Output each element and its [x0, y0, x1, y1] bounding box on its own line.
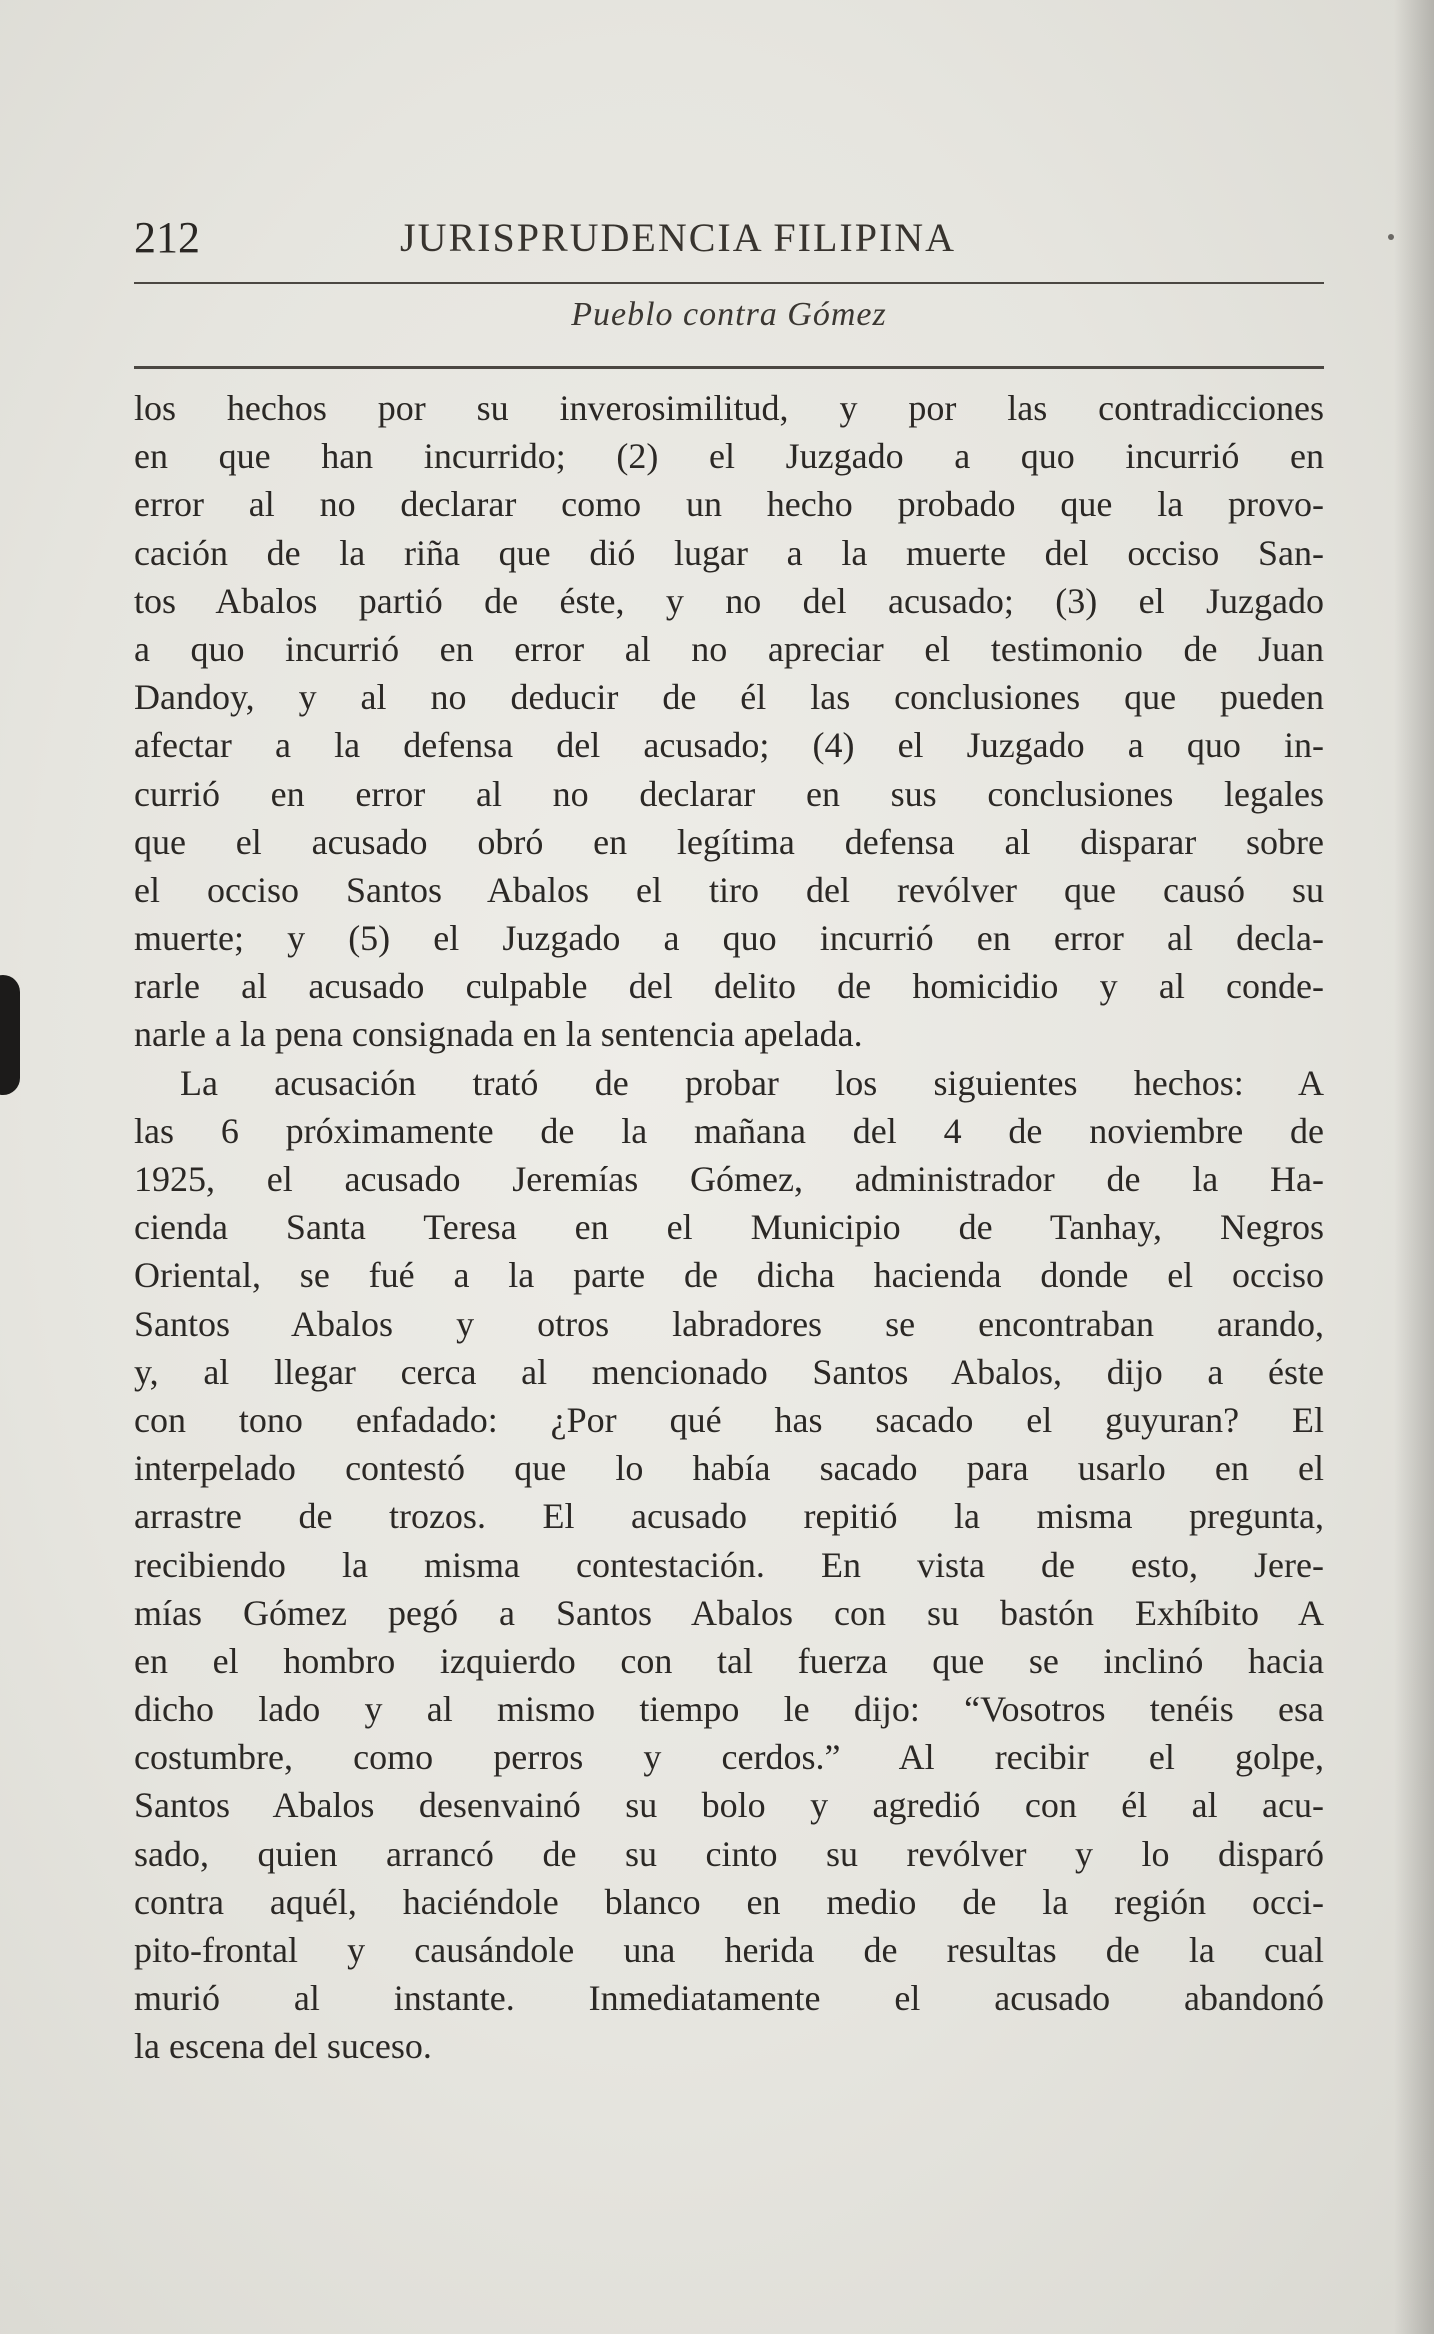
text-line: con tono enfadado: ¿Por qué has sacado el guyuran? El: [134, 1399, 1324, 1440]
text-line: cación de la riña que dió lugar a la muerte del occiso San-: [134, 532, 1324, 573]
text-line: los hechos por su inverosimilitud, y por las contradicciones: [134, 388, 1324, 428]
text-line: mías Gómez pegó a Santos Abalos con su bastón Exhíbito A: [134, 1592, 1324, 1633]
text-line: rarle al acusado culpable del delito de homicidio y al conde-: [134, 966, 1324, 1007]
text-line: 1925, el acusado Jeremías Gómez, administrador de la Ha-: [134, 1159, 1324, 1199]
text-line: interpelado contestó que lo había sacado para usarlo en el: [134, 1448, 1324, 1489]
body-text: [134, 384, 1324, 2071]
text-line: la escena del suceso.: [134, 2026, 432, 2067]
text-line: que el acusado obró en legítima defensa al disparar sobre: [134, 821, 1324, 862]
text-line: cienda Santa Teresa en el Municipio de Tanhay, Negros: [134, 1207, 1324, 1248]
text-line: Dandoy, y al no deducir de él las conclusiones que pueden: [134, 677, 1324, 718]
text-line: pito-frontal y causándole una herida de resultas de la cual: [134, 1930, 1324, 1970]
text-line: en el hombro izquierdo con tal fuerza que se inclinó hacia: [134, 1640, 1324, 1681]
text-line: Santos Abalos desenvainó su bolo y agredió con él al acu-: [134, 1785, 1324, 1826]
paragraph-start-line: La acusación trató de probar los siguientes hechos: A: [180, 1062, 1324, 1103]
text-line: en que han incurrido; (2) el Juzgado a quo incurrió en: [134, 436, 1324, 477]
text-line: dicho lado y al mismo tiempo le dijo: “Vosotros tenéis esa: [134, 1689, 1324, 1730]
page-number: 212: [134, 213, 200, 262]
text-line: tos Abalos partió de éste, y no del acusado; (3) el Juzgado: [134, 580, 1324, 621]
text-line: muerte; y (5) el Juzgado a quo incurrió en error al decla-: [134, 918, 1324, 959]
text-line: a quo incurrió en error al no apreciar el testimonio de Juan: [134, 628, 1324, 669]
page-header: [134, 212, 1324, 272]
text-line: afectar a la defensa del acusado; (4) el Juzgado a quo in-: [134, 725, 1324, 766]
page-edge-shadow: [1394, 0, 1434, 2334]
paper-speck: [1388, 234, 1394, 240]
text-line: sado, quien arrancó de su cinto su revólver y lo disparó: [134, 1833, 1324, 1874]
text-line: error al no declarar como un hecho probado que la provo-: [134, 484, 1324, 525]
text-line: costumbre, como perros y cerdos.” Al recibir el golpe,: [134, 1737, 1324, 1778]
case-title: Pueblo contra Gómez: [571, 296, 887, 333]
header-rule-top: [134, 282, 1324, 284]
text-line: recibiendo la misma contestación. En vista de esto, Jere-: [134, 1544, 1324, 1585]
running-title: JURISPRUDENCIA FILIPINA: [400, 215, 957, 260]
text-line: arrastre de trozos. El acusado repitió la misma pregunta,: [134, 1496, 1324, 1537]
text-line: contra aquél, haciéndole blanco en medio de la región occi-: [134, 1881, 1324, 1922]
text-line: Santos Abalos y otros labradores se encontraban arando,: [134, 1303, 1324, 1344]
text-line: Oriental, se fué a la parte de dicha hacienda donde el occiso: [134, 1255, 1324, 1296]
text-line: currió en error al no declarar en sus conclusiones legales: [134, 773, 1324, 814]
text-line: el occiso Santos Abalos el tiro del revólver que causó su: [134, 869, 1324, 910]
text-line: narle a la pena consignada en la sentencia apelada.: [134, 1014, 863, 1055]
binding-hole: [0, 975, 20, 1095]
text-line: y, al llegar cerca al mencionado Santos Abalos, dijo a éste: [134, 1351, 1324, 1392]
text-line: las 6 próximamente de la mañana del 4 de noviembre de: [134, 1110, 1324, 1151]
header-rule-bottom: [134, 366, 1324, 369]
text-line: murió al instante. Inmediatamente el acusado abandonó: [134, 1978, 1324, 2019]
